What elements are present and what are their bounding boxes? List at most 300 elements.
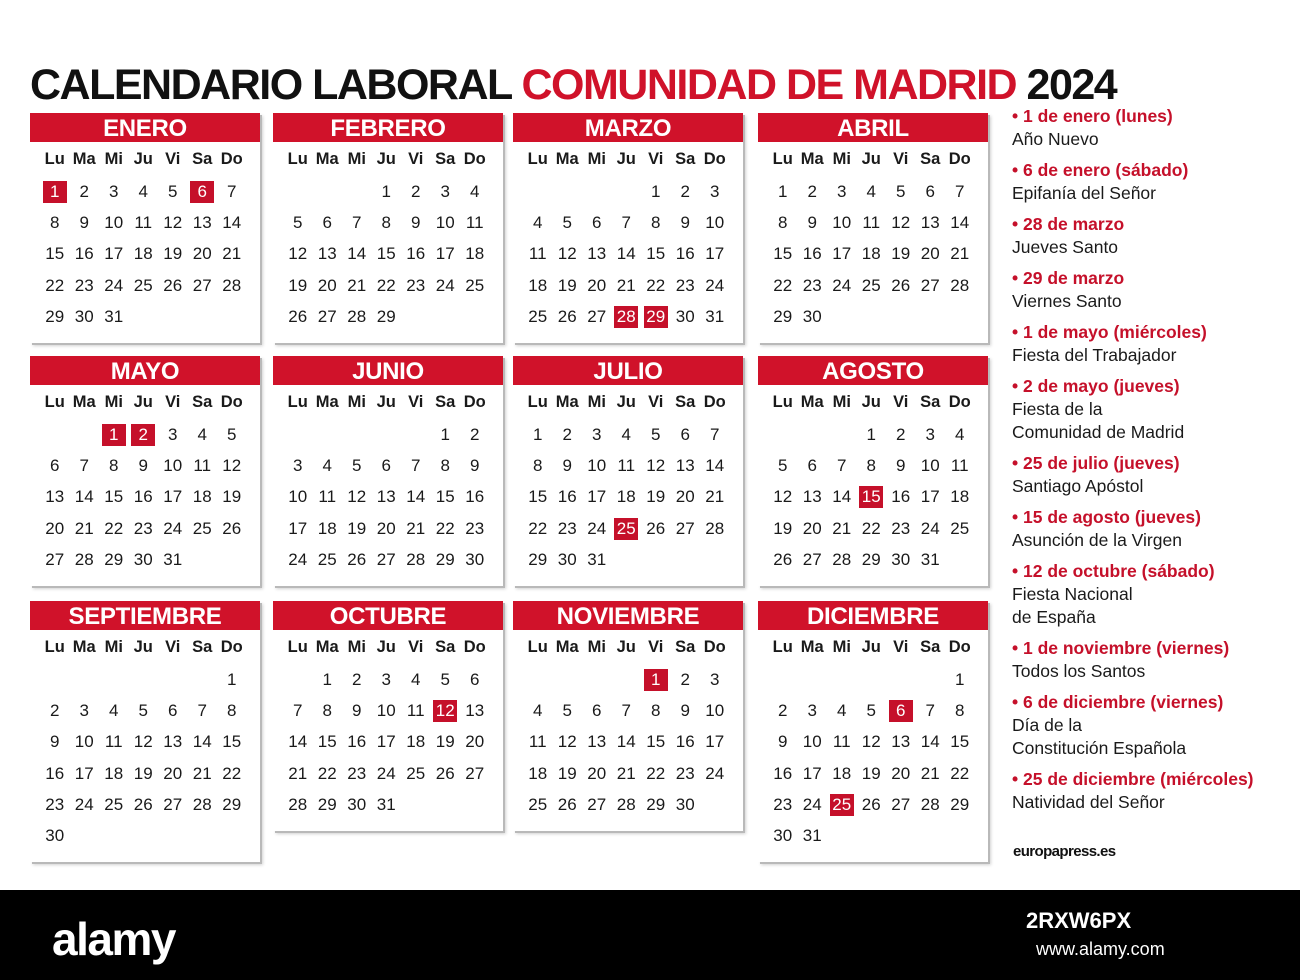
day-cell [342,212,372,234]
day-cell [283,486,313,508]
weekday-label: Do [463,393,486,411]
day-number: 16 [45,763,65,783]
day-cell [857,275,887,297]
day-number: 11 [617,455,636,475]
day-cell [857,243,887,265]
day-cell [70,181,100,203]
day-cell [129,700,159,722]
day-number [556,181,578,203]
day-number: 9 [50,732,60,752]
day-cell [523,455,553,477]
day-cell [99,243,129,265]
day-number: 29 [376,306,396,326]
day-cell [99,763,129,785]
day-cell [460,763,490,785]
holiday-name: Jueves Santo [1012,237,1119,257]
empty-day-cell [460,306,490,328]
week-row [513,544,743,575]
week-row [30,419,260,450]
weekday-label: Sa [435,150,456,168]
day-number: 5 [138,700,148,720]
day-cell [700,212,730,234]
day-number [73,669,95,691]
day-number: 27 [920,275,940,295]
day-number: 1 [778,181,788,201]
day-number: 27 [465,763,485,783]
day-number [645,549,667,571]
day-cell [342,518,372,540]
weekday-label: Sa [675,393,696,411]
day-cell [342,455,372,477]
holiday-day-cell [99,424,129,446]
weekday-label: Ma [800,150,824,168]
empty-day-cell [827,825,857,847]
day-number: 10 [920,455,940,475]
day-number: 11 [862,212,881,232]
day-cell [945,212,975,234]
empty-day-cell [827,306,857,328]
day-number: 2 [680,669,690,689]
day-number: 7 [837,455,847,475]
day-number: 23 [347,763,367,783]
empty-day-cell [916,669,946,691]
day-number: 14 [222,212,242,232]
day-cell [401,549,431,571]
day-number: 6 [889,700,913,722]
day-cell [283,731,313,753]
week-row [273,419,503,450]
day-cell [671,455,701,477]
holiday-date: • 1 de noviembre (viernes) [1012,638,1230,658]
day-number: 17 [288,518,308,538]
day-number: 10 [435,212,455,232]
day-cell [70,455,100,477]
day-cell [671,306,701,328]
day-number: 26 [557,306,577,326]
day-number: 22 [950,763,970,783]
day-number: 20 [465,732,485,752]
day-cell [401,455,431,477]
day-number: 23 [675,763,695,783]
day-number [615,549,637,571]
holiday-date: • 2 de mayo (jueves) [1012,376,1180,396]
day-number [162,825,184,847]
day-number: 28 [616,794,636,814]
day-number: 12 [163,212,183,232]
day-number: 11 [950,455,969,475]
weekday-label: Mi [104,638,123,656]
day-number: 12 [891,212,911,232]
day-number: 19 [435,732,455,752]
day-cell [129,731,159,753]
day-cell [401,700,431,722]
day-number: 26 [435,763,455,783]
day-number: 12 [222,455,242,475]
day-number: 13 [376,487,396,507]
day-number: 15 [773,244,793,264]
day-cell [372,731,402,753]
weekday-row [513,150,743,176]
day-cell [283,549,313,571]
day-cell [99,700,129,722]
day-number: 8 [955,700,965,720]
day-cell [582,243,612,265]
empty-day-cell [40,669,70,691]
day-cell [40,518,70,540]
day-number: 28 [288,794,308,814]
day-number: 14 [347,244,367,264]
day-number: 7 [352,212,362,232]
holiday-date: • 15 de agosto (jueves) [1012,507,1201,527]
weekday-label: Sa [192,638,213,656]
day-cell [313,669,343,691]
weekday-label: Mi [587,150,606,168]
empty-day-cell [886,306,916,328]
day-number: 3 [710,181,720,201]
day-number: 25 [830,794,854,816]
day-number [405,306,427,328]
day-cell [582,275,612,297]
day-number: 19 [133,763,153,783]
day-number [44,669,66,691]
day-number [586,181,608,203]
day-number: 30 [891,549,911,569]
day-number: 2 [778,700,788,720]
day-cell [460,243,490,265]
day-cell [827,518,857,540]
day-number: 14 [616,732,636,752]
day-number: 18 [406,732,426,752]
day-cell [70,212,100,234]
day-cell [401,212,431,234]
day-number: 25 [104,794,124,814]
day-number: 9 [562,455,572,475]
empty-day-cell [401,424,431,446]
day-number: 21 [616,275,636,295]
day-number: 18 [616,487,636,507]
day-cell [945,794,975,816]
week-row [758,176,988,207]
day-number: 2 [680,181,690,201]
day-number: 30 [45,826,65,846]
day-number: 21 [406,518,426,538]
day-cell [158,518,188,540]
week-row [513,239,743,270]
empty-day-cell [945,306,975,328]
day-number [191,306,213,328]
day-number: 27 [587,306,607,326]
day-cell [671,700,701,722]
week-row [758,301,988,332]
day-cell [188,212,218,234]
day-number: 18 [950,487,970,507]
empty-day-cell [283,181,313,203]
day-number: 22 [435,518,455,538]
day-cell [313,518,343,540]
day-number: 20 [891,763,911,783]
week-row [273,789,503,820]
day-number [704,794,726,816]
holiday-list-item [1012,213,1292,259]
weekday-label: Mi [347,638,366,656]
day-cell [641,700,671,722]
weekday-label: Mi [832,150,851,168]
day-cell [40,306,70,328]
day-number: 5 [227,424,237,444]
day-number: 16 [465,487,485,507]
week-row [30,270,260,301]
day-number: 25 [614,518,638,540]
holiday-name: Epifanía del Señor [1012,183,1156,203]
holiday-date: • 25 de diciembre (miércoles) [1012,769,1254,789]
day-cell [641,731,671,753]
day-number: 5 [651,424,661,444]
day-cell [313,549,343,571]
day-number: 9 [138,455,148,475]
month-febrero [273,113,503,343]
day-number: 24 [587,518,607,538]
day-number: 13 [317,244,337,264]
day-number: 11 [406,700,425,720]
day-number: 7 [621,212,631,232]
day-cell [188,424,218,446]
holiday-date: • 29 de marzo [1012,268,1125,288]
day-number: 26 [773,549,793,569]
day-number: 9 [896,455,906,475]
day-cell [372,275,402,297]
day-number: 18 [465,244,485,264]
day-number: 29 [45,306,65,326]
weekday-label: Sa [435,393,456,411]
day-number: 5 [562,700,572,720]
holiday-name: Fiesta de la Comunidad de Madrid [1012,399,1185,442]
day-number: 25 [528,794,548,814]
day-cell [188,518,218,540]
day-cell [827,243,857,265]
day-number [221,825,243,847]
day-number: 19 [288,275,308,295]
day-cell [798,825,828,847]
day-cell [158,243,188,265]
month-mayo [30,356,260,586]
day-number: 23 [406,275,426,295]
day-number: 4 [837,700,847,720]
day-number: 27 [891,794,911,814]
day-number: 23 [74,275,94,295]
day-number [890,825,912,847]
empty-day-cell [217,306,247,328]
day-cell [886,549,916,571]
day-number [103,669,125,691]
day-number: 29 [773,306,793,326]
day-cell [916,763,946,785]
day-number: 18 [133,244,153,264]
week-row [30,482,260,513]
weekday-label: Do [220,150,243,168]
empty-day-cell [612,181,642,203]
day-number: 20 [45,518,65,538]
day-cell [916,243,946,265]
week-row [30,695,260,726]
day-cell [283,518,313,540]
day-cell [342,669,372,691]
empty-day-cell [768,424,798,446]
weekday-label: Ma [72,393,96,411]
month-header: MARZO [513,113,743,142]
holiday-name: Asunción de la Virgen [1012,530,1182,550]
day-cell [99,455,129,477]
day-cell [158,424,188,446]
day-number: 10 [587,455,607,475]
day-cell [188,455,218,477]
day-cell [916,212,946,234]
day-cell [217,275,247,297]
day-number: 30 [347,794,367,814]
day-cell [827,763,857,785]
day-number: 24 [104,275,124,295]
day-number: 3 [381,669,391,689]
day-cell [700,306,730,328]
day-cell [523,243,553,265]
weekday-label: Lu [772,150,793,168]
month-septiembre [30,601,260,862]
day-cell [886,763,916,785]
day-number: 16 [891,487,911,507]
day-cell [217,212,247,234]
day-number [132,825,154,847]
holiday-day-cell [827,794,857,816]
day-cell [99,518,129,540]
day-number: 25 [861,275,881,295]
day-number: 20 [192,244,212,264]
day-number: 17 [802,763,822,783]
week-row [273,664,503,695]
day-number [73,825,95,847]
week-row [758,727,988,758]
day-number: 2 [807,181,817,201]
weekday-row [273,638,503,664]
day-cell [401,275,431,297]
day-number: 18 [528,763,548,783]
weekday-label: Vi [648,150,664,168]
day-number [346,181,368,203]
day-cell [612,763,642,785]
day-number [316,181,338,203]
month-header: AGOSTO [758,356,988,385]
week-row [30,727,260,758]
day-number: 1 [866,424,876,444]
day-number: 22 [773,275,793,295]
day-cell [945,700,975,722]
empty-day-cell [158,825,188,847]
day-cell [40,700,70,722]
day-number: 24 [288,549,308,569]
day-cell [40,763,70,785]
day-number: 7 [227,181,237,201]
day-number: 12 [646,455,666,475]
day-cell [641,455,671,477]
day-cell [372,306,402,328]
empty-day-cell [40,424,70,446]
day-cell [700,181,730,203]
day-number: 20 [587,763,607,783]
empty-day-cell [129,306,159,328]
day-number: 13 [802,487,822,507]
day-cell [945,455,975,477]
day-cell [612,455,642,477]
holiday-day-cell [431,700,461,722]
day-cell [70,700,100,722]
holiday-name: Natividad del Señor [1012,792,1165,812]
day-number: 25 [406,763,426,783]
weekday-label: Lu [772,638,793,656]
weekday-label: Ju [133,393,153,411]
day-number: 3 [79,700,89,720]
day-number [831,424,853,446]
day-cell [827,275,857,297]
day-number: 3 [837,181,847,201]
day-cell [768,181,798,203]
day-cell [886,243,916,265]
day-cell [582,549,612,571]
day-number: 28 [950,275,970,295]
day-cell [827,212,857,234]
day-number: 10 [74,732,94,752]
day-cell [641,518,671,540]
week-row [273,513,503,544]
day-cell [129,549,159,571]
day-number [44,424,66,446]
day-cell [188,243,218,265]
holiday-name: Todos los Santos [1012,661,1146,681]
week-row [513,482,743,513]
day-number: 27 [587,794,607,814]
day-cell [857,763,887,785]
day-number: 1 [322,669,332,689]
day-cell [99,549,129,571]
week-row [273,727,503,758]
day-cell [553,275,583,297]
day-number: 17 [705,244,725,264]
day-cell [129,181,159,203]
day-number [919,825,941,847]
day-cell [283,700,313,722]
day-cell [158,486,188,508]
day-cell [945,763,975,785]
holiday-day-cell [641,669,671,691]
week-row [30,176,260,207]
month-header: ENERO [30,113,260,142]
month-octubre [273,601,503,831]
day-cell [857,181,887,203]
day-number: 21 [192,763,212,783]
day-number: 5 [778,455,788,475]
day-cell [99,306,129,328]
day-number: 15 [859,486,883,508]
day-cell [460,669,490,691]
day-number [949,825,971,847]
day-number: 19 [646,487,666,507]
holiday-day-cell [129,424,159,446]
day-cell [460,486,490,508]
day-number [949,549,971,571]
week-row [30,758,260,789]
week-row [30,544,260,575]
week-row [513,176,743,207]
week-row [758,695,988,726]
day-number [615,181,637,203]
day-number: 16 [133,487,153,507]
